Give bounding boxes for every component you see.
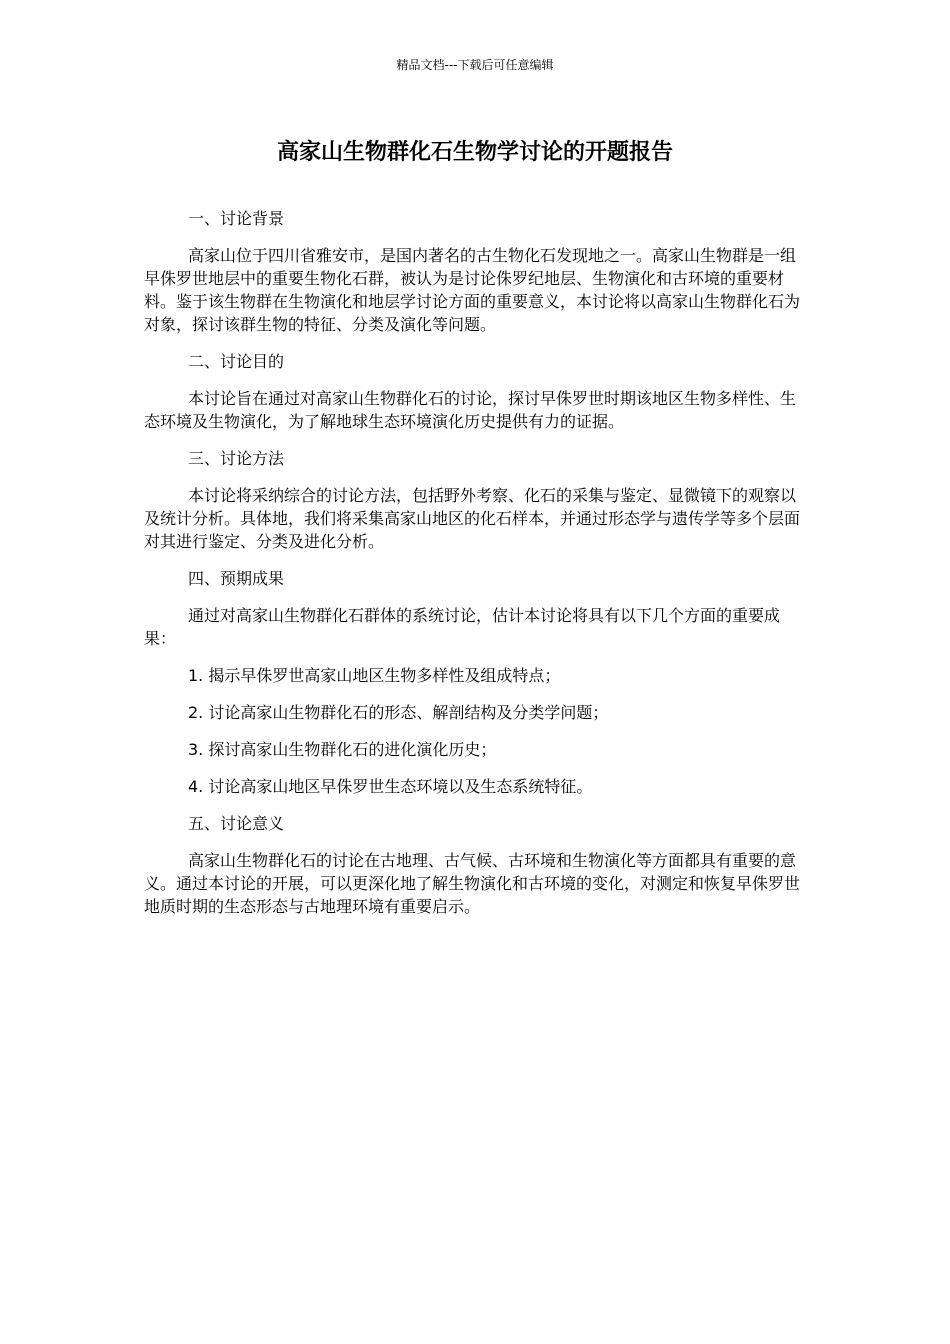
list-item: 1. 揭示早侏罗世高家山地区生物多样性及组成特点； — [188, 666, 561, 685]
section-paragraph-method: 本讨论将采纳综合的讨论方法，包括野外考察、化石的采集与鉴定、显微镜下的观察以及统计分析。具体地，我们将采集高家山地区的化石样本，并通过形态学与遗传学等多个层面对其进行鉴定、分类及进化分析。 — [144, 486, 801, 551]
document-body — [144, 207, 806, 932]
header-note: 精品文档---下载后可任意编辑 — [396, 58, 554, 72]
section-paragraph-expected-results: 通过对高家山生物群化石群体的系统讨论，估计本讨论将具有以下几个方面的重要成果： — [144, 606, 781, 648]
list-item: 4. 讨论高家山地区早侏罗世生态环境以及生态系统特征。 — [188, 777, 593, 796]
list-item: 2. 讨论高家山生物群化石的形态、解剖结构及分类学问题； — [188, 703, 609, 722]
section-heading-method: 三、讨论方法 — [188, 449, 285, 468]
section-heading-background: 一、讨论背景 — [188, 209, 285, 228]
section-paragraph-background: 高家山位于四川省雅安市，是国内著名的古生物化石发现地之一。高家山生物群是一组早侏罗世地层中的重要生物化石群，被认为是讨论侏罗纪地层、生物演化和古环境的重要材料。鉴于该生物群在生物演化和地层学讨论方面的重要意义，本讨论将以高家山生物群化石为对象，探讨该群生物的特征、分类及演化等问题。 — [144, 246, 801, 334]
document-title: 高家山生物群化石生物学讨论的开题报告 — [276, 140, 673, 165]
section-heading-significance: 五、讨论意义 — [188, 814, 285, 833]
section-paragraph-purpose: 本讨论旨在通过对高家山生物群化石的讨论，探讨早侏罗世时期该地区生物多样性、生态环境及生物演化，为了解地球生态环境演化历史提供有力的证据。 — [144, 389, 797, 431]
section-paragraph-significance: 高家山生物群化石的讨论在古地理、古气候、古环境和生物演化等方面都具有重要的意义。通过本讨论的开展，可以更深化地了解生物演化和古环境的变化，对测定和恢复早侏罗世地质时期的生态形态与古地理环境有重要启示。 — [144, 851, 801, 916]
list-item: 3. 探讨高家山生物群化石的进化演化历史； — [188, 740, 497, 759]
section-heading-expected-results: 四、预期成果 — [188, 569, 285, 588]
section-heading-purpose: 二、讨论目的 — [188, 352, 285, 371]
